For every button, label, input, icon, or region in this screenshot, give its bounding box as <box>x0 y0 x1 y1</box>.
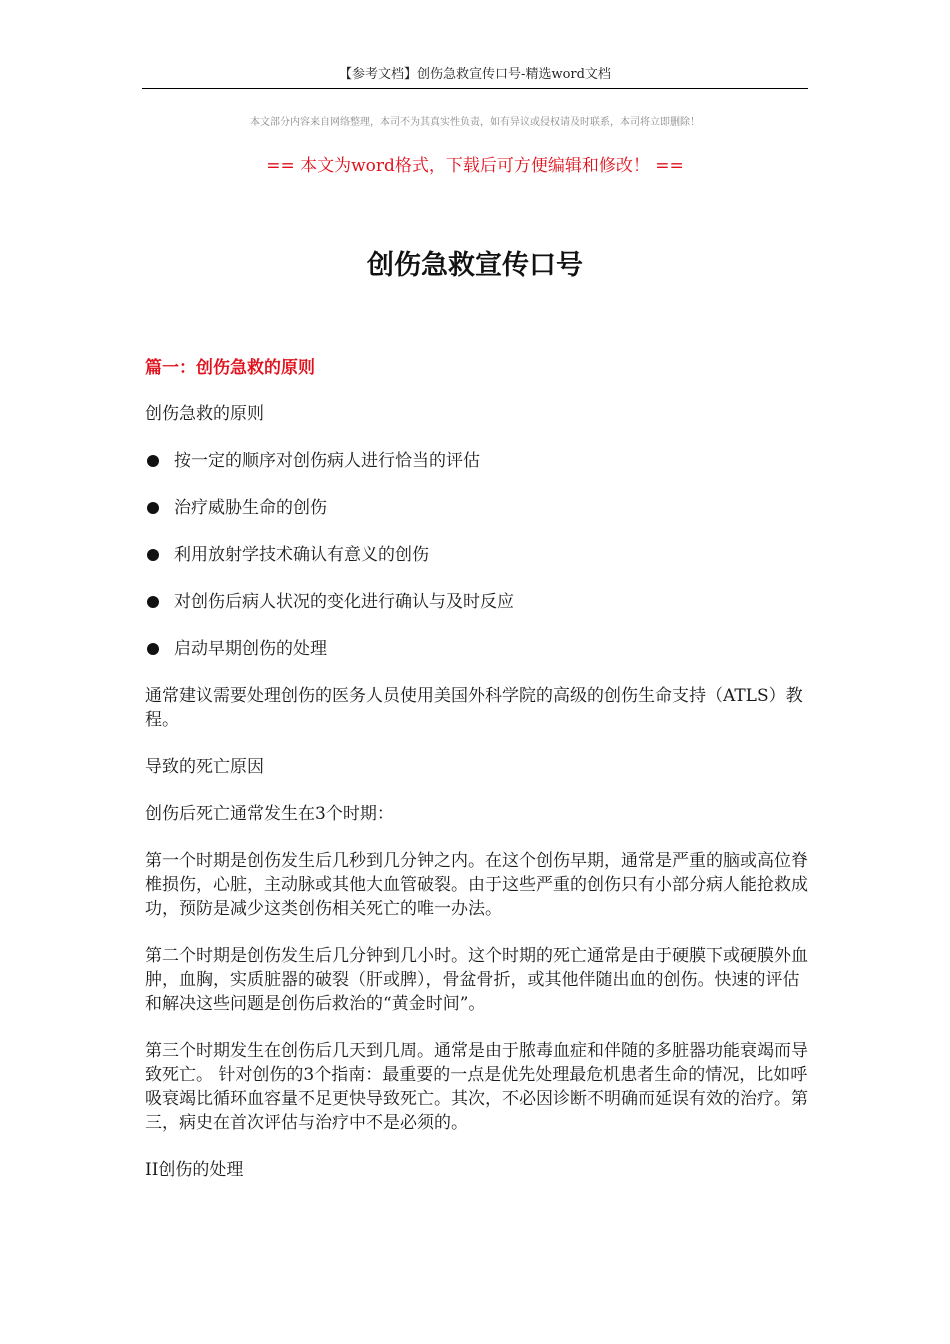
document-body <box>145 356 810 1205</box>
paragraph-first-period: 第一个时期是创伤发生后几秒到几分钟之内。在这个创伤早期，通常是严重的脑或高位脊椎损伤，心脏，主动脉或其他大血管破裂。由于这些严重的创伤只有小部分病人能抢救成功，预防是减少这类创伤相关死亡的唯一办法。 <box>145 851 808 919</box>
section-heading: 篇一：创伤急救的原则 <box>145 358 315 378</box>
list-item <box>145 496 810 520</box>
section-intro: 创伤急救的原则 <box>145 404 264 424</box>
bullet-icon <box>147 502 159 514</box>
bullet-icon <box>147 549 159 561</box>
list-item-text: 利用放射学技术确认有意义的创伤 <box>174 545 429 565</box>
bullet-icon <box>147 643 159 655</box>
format-notice: == 本文为word格式，下载后可方便编辑和修改！ == <box>266 156 684 176</box>
list-item <box>145 590 810 614</box>
bullet-icon <box>147 455 159 467</box>
document-title: 创伤急救宣传口号 <box>367 250 583 281</box>
disclaimer-text: 本文部分内容来自网络整理，本司不为其真实性负责，如有异议或侵权请及时联系，本司将立即删除！ <box>250 117 700 128</box>
paragraph-third-period: 第三个时期发生在创伤后几天到几周。通常是由于脓毒血症和伴随的多脏器功能衰竭而导致死亡。 针对创伤的3个指南：最重要的一点是优先处理最危机患者生命的情况，比如呼吸衰竭比循环血容量不足更快导致死亡。其次，不必因诊断不明确而延误有效的治疗。第三，病史在首次评估与治疗中不是必须的。 <box>145 1041 808 1133</box>
list-item <box>145 637 810 661</box>
paragraph-death-causes: 导致的死亡原因 <box>145 757 264 777</box>
bullet-icon <box>147 596 159 608</box>
list-item <box>145 449 810 473</box>
list-item-text: 治疗威胁生命的创伤 <box>174 498 327 518</box>
list-item-text: 按一定的顺序对创伤病人进行恰当的评估 <box>174 451 480 471</box>
paragraph-treatment-heading: II创伤的处理 <box>145 1160 244 1180</box>
page-header: 【参考文档】创伤急救宣传口号-精选word文档 <box>339 67 611 82</box>
list-item-text: 对创伤后病人状况的变化进行确认与及时反应 <box>174 592 514 612</box>
principles-list <box>145 449 810 661</box>
list-item-text: 启动早期创伤的处理 <box>174 639 327 659</box>
paragraph-atls: 通常建议需要处理创伤的医务人员使用美国外科学院的高级的创伤生命支持（ATLS）教程。 <box>145 686 803 730</box>
header-divider <box>142 88 808 89</box>
paragraph-second-period: 第二个时期是创伤发生后几分钟到几小时。这个时期的死亡通常是由于硬膜下或硬膜外血肿，血胸，实质脏器的破裂（肝或脾），骨盆骨折，或其他伴随出血的创伤。快速的评估和解决这些问题是创伤后救治的“黄金时间”。 <box>145 946 808 1014</box>
list-item <box>145 543 810 567</box>
paragraph-three-periods: 创伤后死亡通常发生在3个时期： <box>145 804 394 824</box>
